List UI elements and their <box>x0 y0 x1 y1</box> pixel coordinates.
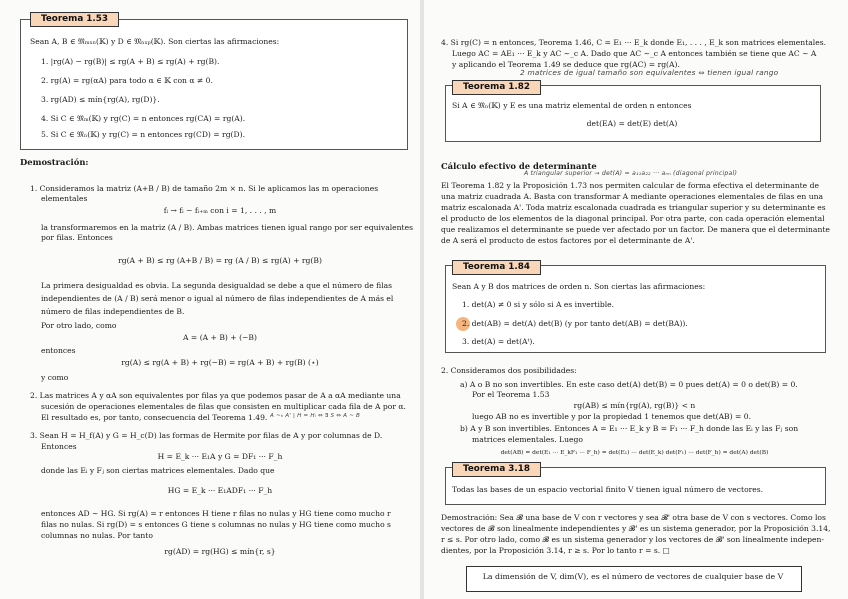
equation-rank-ad: rg(AD) = rg(HG) ≤ mín{r, s} <box>164 547 276 556</box>
theorem-153-item-2: 2. rg(A) = rg(αA) para todo α ∈ 𝕂 con α ≠ 0. <box>41 76 213 85</box>
determinant-par-3: matriz escalonada A'. Toda matriz escalonada cuadrada es triangular superior y su determinante es <box>441 203 826 212</box>
case-b-line-1: b) A y B son invertibles. Entonces A = E₁ ··· E_k y B = F₁ ··· F_h donde las Eᵢ y las Fⱼ son <box>460 424 799 433</box>
proof-1-line-5: Por otro lado, como <box>41 321 117 330</box>
demo-318-line-1: Demostración: Sea 𝓑 una base de V con r vectores y sea 𝓑' otra base de V con s vectores. Como los <box>441 513 826 522</box>
equation-row-operations: fᵢ → fᵢ − fᵢ₊ₘ con i = 1, . . . , m <box>163 206 277 215</box>
proof-4-line-1: 4. Si rg(C) = n entonces, Teorema 1.46, C = E₁ ··· E_k donde E₁, . . . , E_k son matrices elementales. <box>441 38 827 47</box>
proof-2-line-1: 2. Las matrices A y αA son equivalentes por filas ya que podemos pasar de A a αA mediante una <box>30 391 401 400</box>
equation-det-ab: det(AB) = det(E₁ ··· E_kF₁ ··· F_h) = det(E₁) ··· det(E_k) det(F₁) ··· det(F_h) = det(A) det(B) <box>500 450 769 456</box>
equation-rank-ab: rg(AB) ≤ mín{rg(A), rg(B)} < n <box>573 401 696 410</box>
demo-318-line-3: r ≤ s. Por otro lado, como 𝓑 es un sistema generador y los vectores de 𝓑' son linealmente indepen- <box>441 535 824 544</box>
proof-3-line-1: 3. Sean H = H_f(A) y G = H_c(D) las formas de Hermite por filas de A y por columnas de D. <box>30 431 383 440</box>
theorem-153-title: Teorema 1.53 <box>30 12 119 27</box>
proof-2-line-3: El resultado es, por tanto, consecuencia del Teorema 1.49. <box>41 413 268 422</box>
equation-hermite: H = E_k ··· E₁A y G = DF₁ ··· F_h <box>157 452 283 461</box>
case-a-line-3: luego AB no es invertible y por la propiedad 1 tenemos que det(AB) = 0. <box>472 412 752 421</box>
proof-1-line-7: y como <box>41 373 69 382</box>
theorem-184-item-1: 1. det(A) ≠ 0 si y sólo si A es invertible. <box>462 300 615 309</box>
theorem-318-title: Teorema 3.18 <box>452 462 541 477</box>
case-a-line-1: a) A o B no son invertibles. En este caso det(A) det(B) = 0 pues det(A) = 0 o det(B) = 0. <box>460 380 798 389</box>
determinant-par-6: de A será el producto de estos factores por el determinante de A'. <box>441 236 695 245</box>
demo-318-line-2: vectores de 𝓑 son linealmente independientes y 𝓑' es un sistema generador, por la Proposición 3.14, <box>441 524 831 533</box>
proof-1-par-2: independientes de (A / B) será menor o igual al número de filas independientes de A más el <box>41 294 394 303</box>
proof-1-line-2: elementales <box>41 194 88 203</box>
theorem-153-item-1: 1. |rg(A) − rg(B)| ≤ rg(A + B) ≤ rg(A) + rg(B). <box>41 57 220 66</box>
case-a-line-2: Por el Teorema 1.53 <box>472 390 550 399</box>
theorem-153-item-4: 4. Si C ∈ 𝔐ₘ(𝕂) y rg(C) = n entonces rg(CA) = rg(A). <box>41 114 246 123</box>
proof-3-line-4: entonces AD ∼ HG. Si rg(A) = r entonces H tiene r filas no nulas y HG tiene como mucho r <box>41 509 391 518</box>
equation-a-decomposition: A = (A + B) + (−B) <box>183 333 257 342</box>
theorem-182-equation: det(EA) = det(E) det(A) <box>586 119 678 128</box>
handwritten-note-2: 2 matrices de igual tamaño son equivalentes ⇔ tienen igual rango <box>520 68 779 77</box>
theorem-318-statement: Todas las bases de un espacio vectorial finito V tienen igual número de vectores. <box>452 485 764 494</box>
proof-3-line-3: donde las Eᵢ y Fⱼ son ciertas matrices elementales. Dado que <box>41 466 275 475</box>
case-b-line-2: matrices elementales. Luego <box>472 435 583 444</box>
proof-1-line-3: la transformaremos en la matriz (A / B). Ambas matrices tienen igual rango por ser equivalentes <box>41 223 413 232</box>
theorem-182-statement: Si A ∈ 𝔐ₙ(𝕂) y E es una matriz elemental de orden n entonces <box>452 101 692 110</box>
determinant-par-1: El Teorema 1.82 y la Proposición 1.73 nos permiten calcular de forma efectiva el determinante de <box>441 181 819 190</box>
theorem-184-item-3: 3. det(A) = det(Aᵗ). <box>462 337 535 346</box>
determinant-par-5: que realizamos el determinante se puede ver afectado por un factor. De manera que el determinante <box>441 225 830 234</box>
handwritten-note-3: A triangular superior → det(A) = a₁₁a₂₂ ··· aₙₙ (diagonal principal) <box>524 170 738 177</box>
determinant-par-4: el producto de los elementos de la diagonal principal. Por otra parte, con cada operación elemental <box>441 214 825 223</box>
proof-1-par-3: número de filas independientes de B. <box>41 307 185 316</box>
section-determinant-heading: Cálculo efectivo de determinante <box>441 161 597 171</box>
handwritten-note-1: A ~ₕ A' | H = Hᵢ ⇔ ∃ S ⇔ A ~ B <box>270 413 361 419</box>
theorem-153-item-5: 5. Si C ∈ 𝔐ₙ(𝕂) y rg(C) = n entonces rg(CD) = rg(D). <box>41 130 245 139</box>
proof-4-line-3: y aplicando el Teorema 1.49 se deduce que rg(AC) = rg(A). <box>452 60 680 69</box>
determinant-par-2: una matriz cuadrada A. Basta con transformar A mediante operaciones elementales de filas en una <box>441 192 824 201</box>
proof-3-line-6: columnas no nulas. Por tanto <box>41 531 153 540</box>
equation-rank-sum: rg(A + B) ≤ rg (A+B / B) = rg (A / B) ≤ rg(A) + rg(B) <box>118 256 322 265</box>
theorem-184-title: Teorema 1.84 <box>452 260 541 275</box>
proof-2-line-2: sucesión de operaciones elementales de filas que consisten en multiplicar cada fila de A por α. <box>41 402 406 411</box>
equation-hg: HG = E_k ··· E₁ADF₁ ··· F_h <box>167 486 273 495</box>
proof-4-line-2: Luego AC = AE₁ ··· E_k y AC ∼_c A. Dado que AC ∼_c A entonces también se tiene que AC ∼ A <box>452 49 817 58</box>
demo-heading: Demostración: <box>20 157 89 167</box>
theorem-182-title: Teorema 1.82 <box>452 80 541 95</box>
proof-3-line-2: Entonces <box>41 442 77 451</box>
proof-1-line-4: por filas. Entonces <box>41 233 113 242</box>
theorem-184-item-2: 2. det(AB) = det(A) det(B) (y por tanto det(AB) = det(BA)). <box>462 319 688 328</box>
proof-1-line-6: entonces <box>41 346 76 355</box>
theorem-184-intro: Sean A y B dos matrices de orden n. Son ciertas las afirmaciones: <box>452 282 706 291</box>
proof-1-line-1: 1. Consideramos la matriz (A+B / B) de tamaño 2m × n. Si le aplicamos las m operaciones <box>30 184 379 193</box>
theorem-153-intro: Sean A, B ∈ 𝔐ₘₓₙ(𝕂) y D ∈ 𝔐ₙₓₚ(𝕂). Son ciertas las afirmaciones: <box>30 37 280 46</box>
proof-184-2-line: 2. Consideramos dos posibilidades: <box>441 366 577 375</box>
proof-1-par-1: La primera desigualdad es obvia. La segunda desigualdad se debe a que el número de filas <box>41 281 393 290</box>
proof-3-line-5: filas no nulas. Si rg(D) = s entonces G tiene s columnas no nulas y HG tiene como mucho s <box>41 520 391 529</box>
theorem-153-item-3: 3. rg(AD) ≤ mín{rg(A), rg(D)}. <box>41 95 160 104</box>
demo-318-line-4: dientes, por la Proposición 3.14, r ≥ s. Por lo tanto r = s. □ <box>441 546 670 555</box>
dimension-definition: La dimensión de V, dim(V), es el número de vectores de cualquier base de V <box>482 572 784 581</box>
equation-star: rg(A) ≤ rg(A + B) + rg(−B) = rg(A + B) + rg(B) (⋆) <box>121 358 319 367</box>
